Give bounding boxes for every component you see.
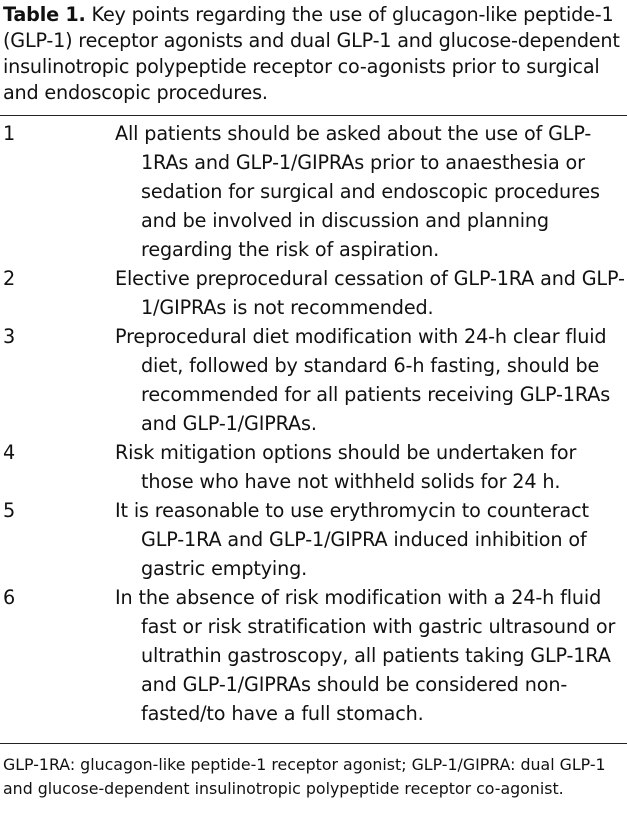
row-number: 6 xyxy=(3,586,16,609)
table-caption xyxy=(3,2,621,106)
table-footnote: GLP-1RA: glucagon-like peptide-1 receptor agonist; GLP-1/GIPRA: dual GLP-1 and glucose-dependent insulinotropic polypeptide receptor co-agonist. xyxy=(3,755,606,798)
table-row xyxy=(0,438,627,496)
table-row xyxy=(0,119,627,264)
table-label: Table 1. xyxy=(3,3,86,26)
table-bottom-rule xyxy=(0,743,627,744)
table-row xyxy=(0,322,627,438)
row-text: In the absence of risk modification with a 24-h fluid fast or risk stratification with gastric ultrasound or ultrathin gastroscopy, all patients taking GLP-1RA and GLP-1/GIPRAs should be considered non-fasted/to have a full stomach. xyxy=(115,586,616,725)
table-row xyxy=(0,583,627,728)
row-number: 3 xyxy=(3,325,16,348)
row-number: 5 xyxy=(3,499,16,522)
table-top-rule xyxy=(0,115,627,116)
row-text: Preprocedural diet modification with 24-h clear fluid diet, followed by standard 6-h fasting, should be recommended for all patients receiving GLP-1RAs and GLP-1/GIPRAs. xyxy=(115,325,611,435)
row-text: It is reasonable to use erythromycin to counteract GLP-1RA and GLP-1/GIPRA induced inhibition of gastric emptying. xyxy=(115,499,589,580)
row-text: All patients should be asked about the use of GLP-1RAs and GLP-1/GIPRAs prior to anaesthesia or sedation for surgical and endoscopic procedures and be involved in discussion and planning regarding the risk of aspiration. xyxy=(115,122,600,261)
table-caption-text: Key points regarding the use of glucagon-like peptide-1 (GLP-1) receptor agonists and dual GLP-1 and glucose-dependent insulinotropic polypeptide receptor co-agonists prior to surgical and endoscopic procedures. xyxy=(3,3,620,104)
row-number: 2 xyxy=(3,267,16,290)
table-row xyxy=(0,264,627,322)
table-row xyxy=(0,496,627,583)
row-text: Elective preprocedural cessation of GLP-1RA and GLP-1/GIPRAs is not recommended. xyxy=(115,267,625,319)
table-rows xyxy=(0,119,627,728)
row-number: 4 xyxy=(3,441,16,464)
row-number: 1 xyxy=(3,122,16,145)
row-text: Risk mitigation options should be undertaken for those who have not withheld solids for 24 h. xyxy=(115,441,577,493)
